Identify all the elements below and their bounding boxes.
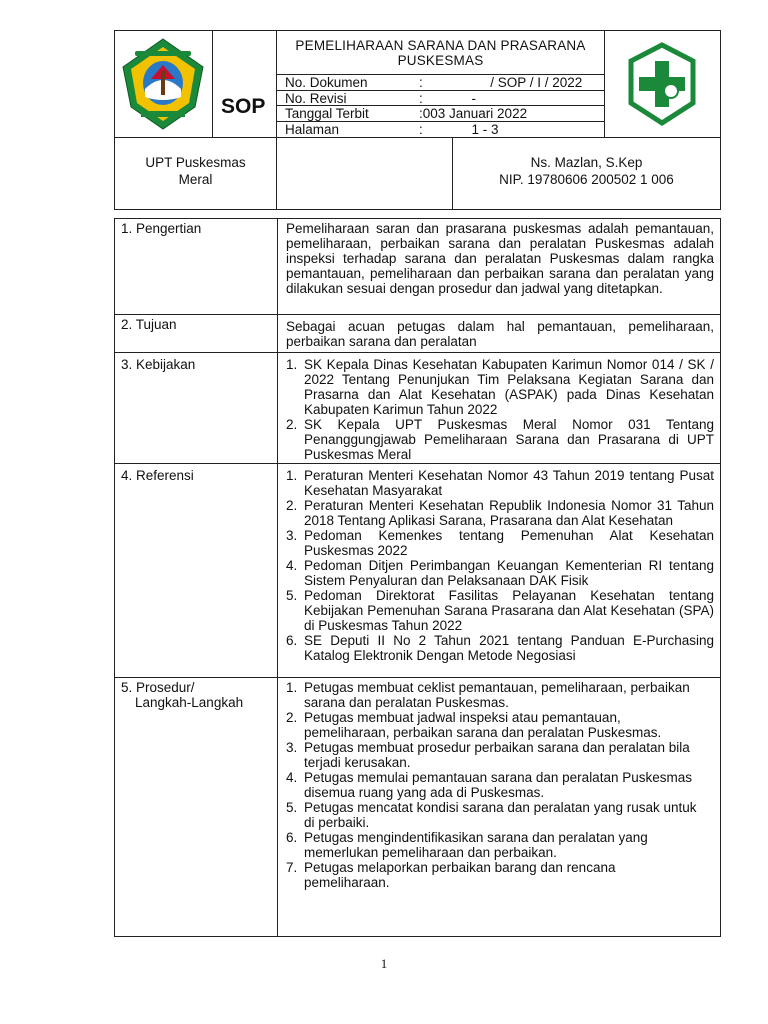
sop-label-cell — [213, 31, 276, 137]
meta-row-no-dokumen — [277, 75, 604, 91]
page-number: 1 — [380, 956, 388, 971]
row-label — [115, 678, 278, 936]
meta-colon: : — [419, 90, 423, 106]
sop-header-table — [114, 30, 721, 138]
row-pengertian — [115, 219, 720, 315]
list-item: 1. Peraturan Menteri Kesehatan Nomor 43 Tahun 2019 tentang Pusat Kesehatan Masyarakat — [286, 468, 714, 498]
sop-content-table — [114, 218, 721, 937]
row-label-line2: Langkah-Langkah — [135, 695, 244, 710]
meta-label: Tanggal Terbit — [285, 106, 369, 121]
row-label: 1. Pengertian — [115, 219, 278, 314]
meta-colon: : — [419, 75, 423, 90]
meta-value: / SOP / I / 2022 — [449, 75, 583, 90]
puskesmas-logo-cell — [604, 31, 720, 137]
row-prosedur — [115, 678, 720, 936]
document-title — [276, 31, 604, 75]
meta-row-no-revisi — [277, 91, 604, 107]
meta-colon: : — [419, 121, 423, 137]
signatory — [453, 138, 720, 209]
puskesmas-cross-logo-icon — [605, 31, 719, 137]
list-item: 5. Petugas mencatat kondisi sarana dan peralatan yang rusak untuk di perbaiki. — [286, 800, 697, 830]
list-item: 4. Pedoman Ditjen Perimbangan Keuangan Kementerian RI tentang Sistem Penyaluran dan Pelaksanaan DAK Fisik — [286, 558, 714, 588]
row-label-line1: 5. Prosedur/ — [121, 680, 195, 695]
list-item: 5. Pedoman Direktorat Fasilitas Pelayanan Kesehatan tentang Kebijakan Pemenuhan Sarana Prasarana dan Alat Kesehatan (SPA) di Puskesmas Tahun 2022 — [286, 588, 714, 633]
row-tujuan — [115, 315, 720, 353]
list-item: 6. Petugas mengindentifikasikan sarana dan peralatan yang memerlukan pemeliharaan dan perbaikan. — [286, 830, 648, 860]
meta-value: - — [449, 90, 476, 106]
meta-row-tanggal-terbit — [277, 106, 604, 122]
karimun-regency-emblem-icon — [115, 31, 211, 137]
meta-row-halaman — [277, 122, 604, 138]
pengertian-text: Pemeliharaan saran dan prasarana puskesmas adalah pemantauan, pemeliharaan, perbaikan sarana dan peralatan Puskesmas adalah inspeksi terhadap sarana dan peralatan Puskesmas dalam rangka pemantauan, pemeliharaan dan perbaikan sarana dan peralatan yang dilakukan sesuai dengan prosedur dan jadwal yang ditetapkan. — [286, 221, 714, 296]
row-label: 2. Tujuan — [115, 315, 278, 352]
signatory-name: Ns. Mazlan, S.Kep — [530, 155, 643, 170]
kebijakan-list — [278, 353, 720, 463]
referensi-list — [278, 464, 720, 677]
document-meta — [276, 75, 604, 137]
sop-label: SOP — [221, 95, 266, 118]
meta-label: No. Revisi — [285, 90, 347, 106]
list-item: 2. SK Kepala UPT Puskesmas Meral Nomor 031 Tentang Penanggungjawab Pemeliharaan Sarana dan Prasarana di UPT Puskesmas Meral — [286, 417, 714, 462]
list-item: 1. SK Kepala Dinas Kesehatan Kabupaten Karimun Nomor 014 / SK / 2022 Tentang Penunjukan Tim Pelaksana Kegiatan Sarana dan Prasarna dan Alat Kesehatan (ASPAK) pada Dinas Kesehatan Kabupaten Karimun Tahun 2022 — [286, 357, 714, 417]
document-title-line2: PUSKESMAS — [397, 53, 484, 68]
row-label: 3. Kebijakan — [115, 353, 278, 463]
prosedur-list — [278, 678, 720, 936]
unit-name — [115, 138, 276, 209]
unit-name-line2: Meral — [178, 172, 213, 187]
signature-row — [114, 138, 721, 210]
signatory-nip: NIP. 19780606 200502 1 006 — [499, 172, 674, 187]
list-item: 7. Petugas melaporkan perbaikan barang dan rencana pemeliharaan. — [286, 860, 616, 890]
list-item: 6. SE Deputi II No 2 Tahun 2021 tentang Panduan E-Purchasing Katalog Elektronik Dengan Metode Negosiasi — [286, 633, 714, 663]
list-item: 2. Peraturan Menteri Kesehatan Republik Indonesia Nomor 31 Tahun 2018 Tentang Aplikasi Sarana, Prasarana dan Alat Kesehatan — [286, 498, 714, 528]
list-item: 4. Petugas memulai pemantauan sarana dan peralatan Puskesmas disemua ruang yang ada di Puskesmas. — [286, 770, 692, 800]
document-title-line1: PEMELIHARAAN SARANA DAN PRASARANA — [295, 38, 586, 53]
row-label: 4. Referensi — [115, 464, 278, 677]
tujuan-text: Sebagai acuan petugas dalam hal pemantauan, pemeliharaan, perbaikan sarana dan peralatan — [286, 319, 714, 349]
row-referensi — [115, 464, 720, 678]
meta-value: 1 - 3 — [449, 121, 499, 137]
meta-label: No. Dokumen — [285, 75, 368, 90]
meta-value: :003 Januari 2022 — [419, 106, 528, 121]
list-item: 1. Petugas membuat ceklist pemantauan, pemeliharaan, perbaikan sarana dan peralatan Puskesmas. — [286, 680, 690, 710]
list-item: 3. Pedoman Kemenkes tentang Pemenuhan Alat Kesehatan Puskesmas 2022 — [286, 528, 714, 558]
list-item: 3. Petugas membuat prosedur perbaikan sarana dan peralatan bila terjadi kerusakan. — [286, 740, 690, 770]
row-kebijakan — [115, 353, 720, 464]
list-item: 2. Petugas membuat jadwal inspeksi atau pemantauan, pemeliharaan, perbaikan sarana dan peralatan Puskesmas. — [286, 710, 662, 740]
meta-label: Halaman — [285, 121, 340, 137]
signature-space — [276, 138, 453, 209]
unit-name-line1: UPT Puskesmas — [145, 155, 246, 170]
regency-logo-cell — [115, 31, 213, 137]
